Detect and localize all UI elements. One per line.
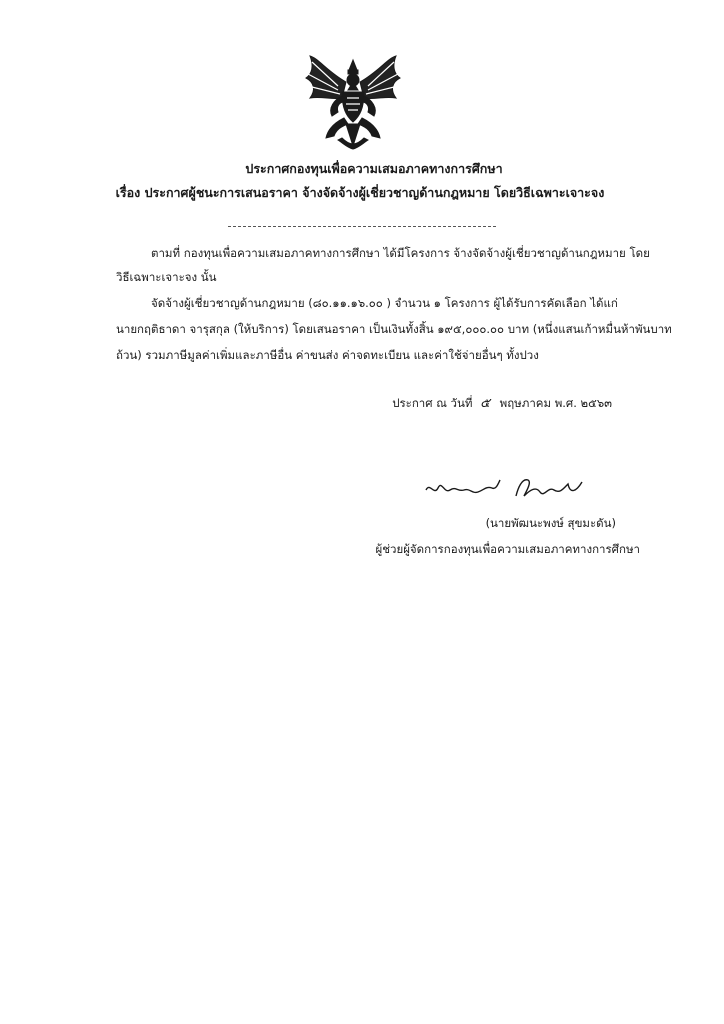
announcement-subject: เรื่อง ประกาศผู้ชนะการเสนอราคา จ้างจัดจ้างผู้เชี่ยวชาญด้านกฎหมาย โดยวิธีเฉพาะเจาะจง: [115, 185, 605, 200]
body-paragraph-2-line-2: นายกฤติธาดา จารุสกุล (ให้บริการ) โดยเสนอราคา เป็นเงินทั้งสิ้น ๑๙๕,๐๐๐.๐๐ บาท (หนึ่งแสนเก้าหมื่นห้าพันบาท: [116, 322, 672, 336]
date-day: ๕: [480, 396, 490, 411]
divider: [228, 226, 496, 227]
handwritten-signature: [420, 470, 590, 504]
announcement-date: [0, 394, 612, 413]
body-paragraph-1-line-1: ตามที่ กองทุนเพื่อความเสมอภาคทางการศึกษา ได้มีโครงการ จ้างจัดจ้างผู้เชี่ยวชาญด้านกฎหมาย โดย: [151, 246, 650, 260]
body-paragraph-2-line-1: จัดจ้างผู้เชี่ยวชาญด้านกฎหมาย (๘๐.๑๑.๑๖.๐๐ ) จำนวน ๑ โครงการ ผู้ได้รับการคัดเลือก ได้แก่: [151, 296, 618, 310]
signer-position: ผู้ช่วยผู้จัดการกองทุนเพื่อความเสมอภาคทางการศึกษา: [375, 542, 640, 556]
body-paragraph-1-line-2: วิธีเฉพาะเจาะจง นั้น: [116, 270, 217, 284]
announcement-title: ประกาศกองทุนเพื่อความเสมอภาคทางการศึกษา: [245, 161, 503, 176]
signer-name: (นายพัฒนะพงษ์ สุขมะดัน): [485, 516, 616, 530]
date-month-year: พฤษภาคม พ.ศ. ๒๕๖๓: [499, 396, 612, 410]
date-prefix: ประกาศ ณ วันที่: [392, 396, 473, 410]
garuda-emblem-icon: [298, 52, 408, 152]
body-paragraph-2-line-3: ถ้วน) รวมภาษีมูลค่าเพิ่มและภาษีอื่น ค่าขนส่ง ค่าจดทะเบียน และค่าใช้จ่ายอื่นๆ ทั้งปวง: [116, 348, 539, 362]
